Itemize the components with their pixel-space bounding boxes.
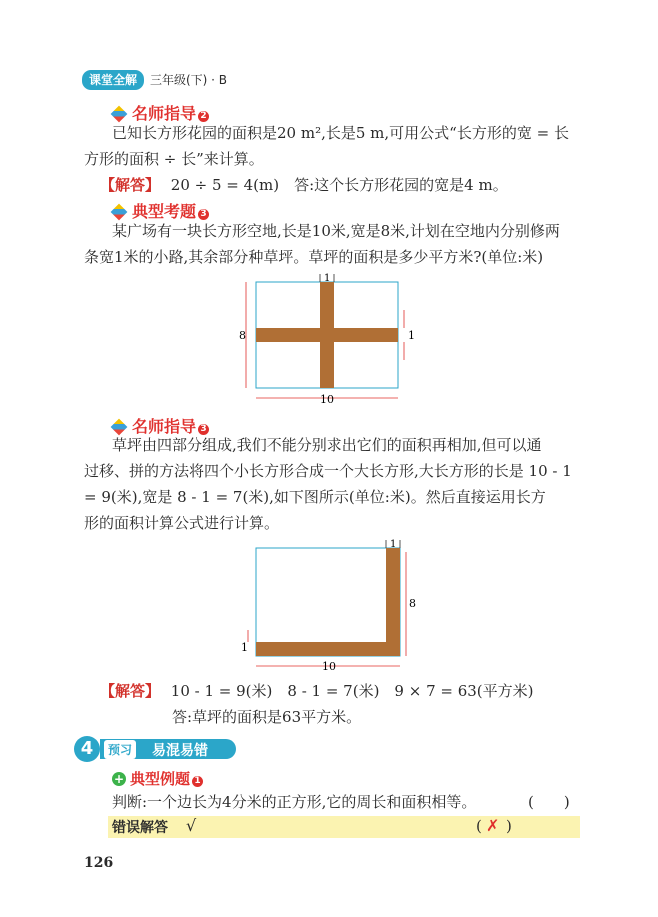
guidance-2-answer [100,172,508,198]
heading-text: 名师指导 [132,417,197,436]
wrong-answer-band [108,816,580,838]
figure-combined-lawn [238,538,418,678]
section-bar [100,739,236,759]
exam-3-line-2: 条宽1米的小路,其余部分种草坪。草坪的面积是多少平方米?(单位:米) [84,248,544,266]
heading-text: 名师指导 [132,104,197,123]
guidance-3-line-2: 过移、拼的方法将四个小长方形合成一个大长方形,大长方形的长是 10 - 1 [84,462,572,480]
heading-text: 典型例题 [130,770,191,788]
example-1-paren: ( ) [528,793,570,811]
heading-number: 2 [198,111,209,122]
vertical-road [386,548,400,656]
paren-close: ) [506,817,512,835]
exam-3-answer-line-2: 答:草坪的面积是63平方米。 [172,708,362,726]
horizontal-road [256,642,400,656]
exam-3-answer-line-1 [100,678,534,704]
label-road-width-left: 1 [241,641,248,654]
plus-icon: + [113,772,125,786]
label-length: 10 [320,393,334,406]
guidance-2-line-1: 已知长方形花园的面积是20 m²,长是5 m,可用公式“长方形的宽 = 长 [112,124,569,142]
heading-number: 3 [198,424,209,435]
label-road-width-top: 1 [390,539,397,550]
book-series-badge: 课堂全解 [82,70,144,90]
heading-number: 3 [198,209,209,220]
horizontal-road [256,328,398,342]
label-road-width-top: 1 [324,273,331,284]
wrong-answer-label: 错误解答 [112,820,168,836]
section-number: 4 [74,736,100,762]
label-height: 8 [239,329,246,342]
section-4-badge [74,736,236,762]
answer-label: 【解答】 [100,682,161,700]
guidance-3-line-3: = 9(米),宽是 8 - 1 = 7(米),如下图所示(单位:米)。然后直接运用长方 [84,488,546,506]
check-mark-icon: √ [186,816,197,835]
answer-text: 20 ÷ 5 = 4(m) 答:这个长方形花园的宽是4 m。 [170,176,508,194]
label-road-width-right: 1 [408,329,415,342]
figure-cross-roads [238,272,414,412]
lawn-rect [256,548,400,656]
section-tag: 预习 [104,740,136,759]
guidance-3-line-4: 形的面积计算公式进行计算。 [84,514,280,532]
answer-label: 【解答】 [100,176,161,194]
label-length: 10 [322,660,336,673]
book-grade-label: 三年级(下) · B [150,73,228,87]
page-number: 126 [84,855,114,871]
cross-mark-icon: ✗ [486,816,500,835]
paren-open: ( [476,817,482,835]
example-1-question: 判断:一个边长为4分米的正方形,它的周长和面积相等。 [112,793,477,811]
section-title: 易混易错 [152,743,208,759]
guidance-2-line-2: 方形的面积 ÷ 长”来计算。 [84,150,264,168]
heading-text: 典型考题 [132,202,197,221]
heading-number: 1 [192,776,203,787]
label-height: 8 [409,597,416,610]
section-heading-example-1 [112,768,203,789]
guidance-3-line-1: 草坪由四部分组成,我们不能分别求出它们的面积再相加,但可以通 [112,436,542,454]
answer-text: 10 - 1 = 9(米) 8 - 1 = 7(米) 9 × 7 = 63(平方米) [170,682,534,700]
exam-3-line-1: 某广场有一块长方形空地,长是10米,宽是8米,计划在空地内分别修两 [112,222,560,240]
